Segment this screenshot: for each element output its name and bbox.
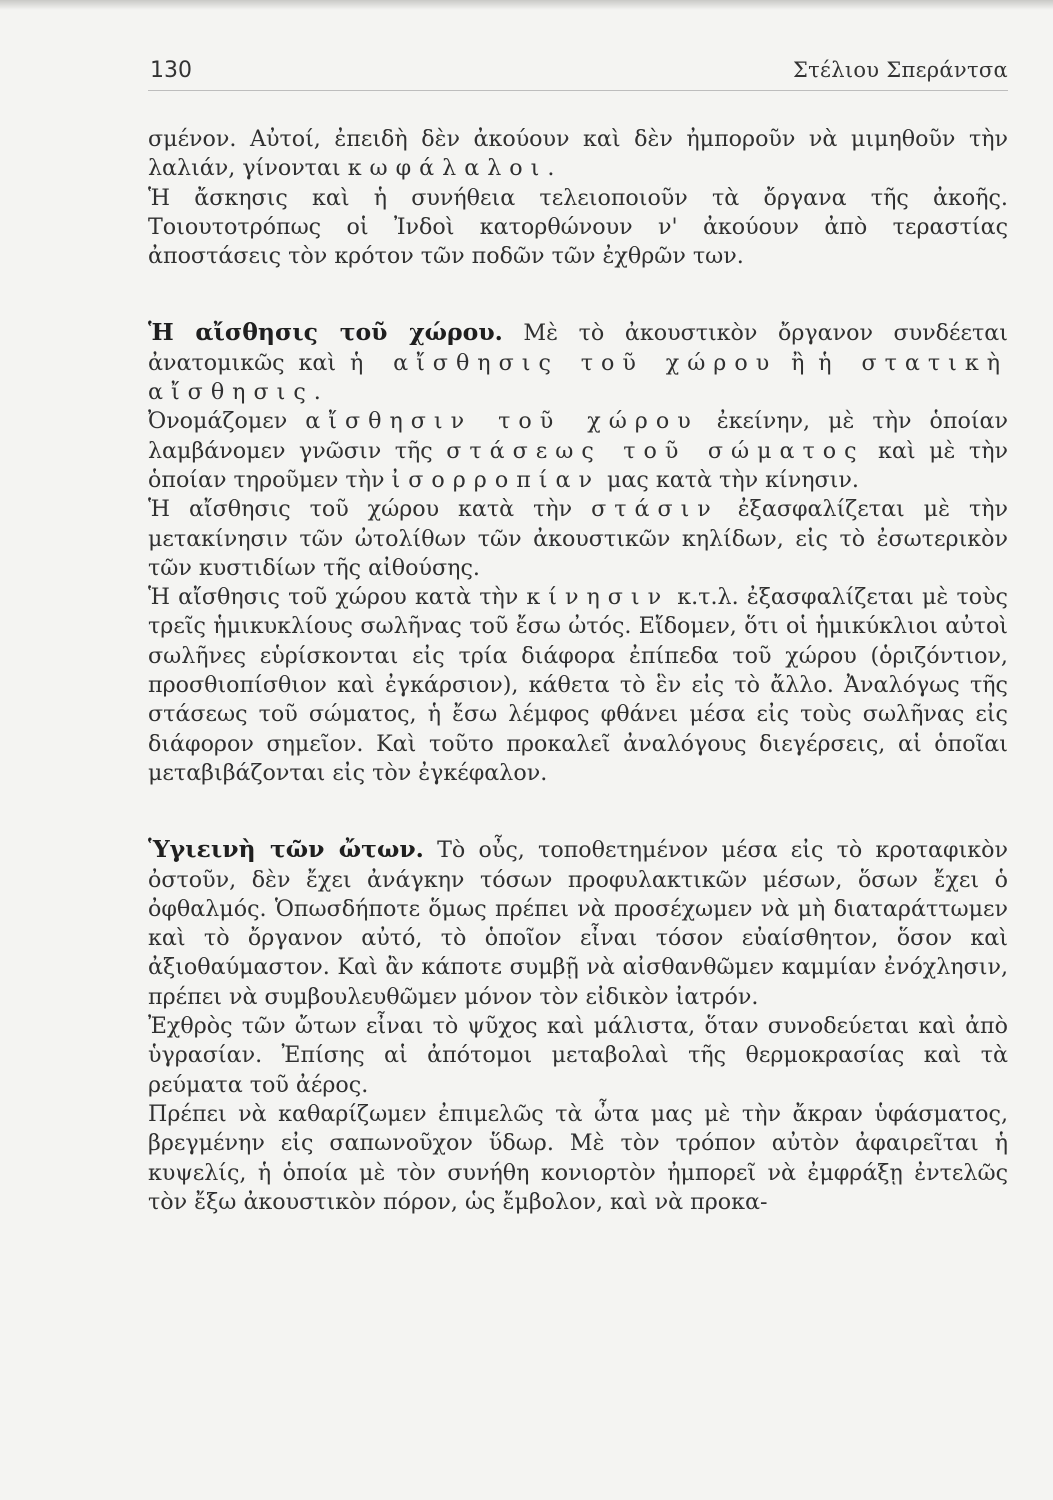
- section-ear-hygiene: [148, 835, 1008, 1217]
- paragraph-hygiene-1: [148, 835, 1008, 1012]
- text-run: .: [313, 379, 321, 406]
- paragraph-space-4: [148, 583, 1008, 788]
- paragraph-hygiene-2: [148, 1012, 1008, 1100]
- text-run: .: [547, 155, 555, 182]
- body-text: [148, 125, 1008, 1217]
- text-run: καὶ μὲ τὴν ὁποίαν τηροῦμεν τὴν: [148, 437, 1008, 493]
- paragraph-space-1: [148, 318, 1008, 407]
- book-page: [148, 48, 1008, 1488]
- spaced-term: στάσιν: [591, 496, 719, 523]
- spaced-term: στάσεως τοῦ σώματος: [446, 437, 865, 464]
- paragraph-space-2: [148, 407, 1008, 495]
- paragraph-intro-2: [148, 184, 1008, 272]
- spaced-term: ἡ στατικὴ αἴσθησις: [148, 349, 1009, 406]
- section-heading: Ὑγιεινὴ τῶν ὤτων.: [148, 835, 424, 864]
- text-run: Μὲ τὸ ἀκουστικὸν ὄργανον συνδέεται ἀνατομικῶς καὶ: [148, 320, 1008, 376]
- text-run: Ἐχθρὸς τῶν ὤτων εἶναι τὸ ψῦχος καὶ μάλιστα, ὅταν συνοδεύεται καὶ ἀπὸ ὑγρασίαν. Ἐπίσης αἱ ἀπότομοι μεταβολαὶ τῆς θερμοκρασίας καὶ τὰ ρεύματα τοῦ ἀέρος.: [148, 1013, 1008, 1098]
- spaced-term: κίνησιν: [526, 584, 670, 611]
- running-title: Στέλιου Σπεράντσα: [792, 58, 1008, 82]
- text-run: μας κατὰ τὴν κίνησιν.: [599, 466, 859, 493]
- text-run: ἐξασφαλίζεται μὲ τὴν μετακίνησιν τῶν ὠτολίθων τῶν ἀκουστικῶν κηλίδων, εἰς τὸ ἐσωτερικὸν τῶν κυστιδίων τῆς αἰθούσης.: [148, 496, 1008, 581]
- spaced-term: αἴσθησιν τοῦ χώρου: [305, 408, 699, 435]
- text-run: Ἡ ἄσκησις καὶ ἡ συνήθεια τελειοποιοῦν τὰ ὄργανα τῆς ἀκοῆς. Τοιουτοτρόπως οἱ Ἰνδοὶ κατορθώνουν ν' ἀκούουν ἀπὸ τεραστίας ἀποστάσεις τὸν κρότον τῶν ποδῶν τῶν ἐχθρῶν των.: [148, 184, 1008, 270]
- paragraph-intro-1: [148, 125, 1008, 184]
- text-run: ἢ: [777, 349, 819, 376]
- running-head: [148, 48, 1008, 91]
- scan-top-edge: [0, 0, 1053, 10]
- text-run: Τὸ οὖς, τοποθετημένον μέσα εἰς τὸ κροταφικὸν ὀστοῦν, δὲν ἔχει ἀνάγκην τόσων προφυλακτικῶν μέσων, ὅσων ἔχει ὁ ὀφθαλμός. Ὁπωσδήποτε ὅμως πρέπει νὰ προσέχωμεν νὰ μὴ διαταράττωμεν καὶ τὸ ὄργανον αὐτό, τὸ ὁποῖον εἶναι τόσον εὐαίσθητον, ὅσον καὶ ἀξιοθαύμαστον. Καὶ ἂν κάποτε συμβῇ νὰ αἰσθανθῶμεν καμμίαν ἐνόχλησιν, πρέπει νὰ συμβουλευθῶμεν μόνον τὸν εἰδικὸν ἰατρόν.: [148, 837, 1008, 1010]
- spaced-term: κωφάλαλοι: [347, 155, 548, 182]
- spaced-term: ἡ αἴσθησις τοῦ χώρου: [349, 349, 778, 376]
- text-run: Ἡ αἴσθησις τοῦ χώρου κατὰ τὴν: [148, 584, 527, 611]
- text-run: σμένον. Αὐτοί, ἐπειδὴ δὲν ἀκούουν καὶ δὲν ἠμποροῦν νὰ μιμηθοῦν τὴν λαλιάν, γίνονται: [148, 126, 1008, 182]
- spaced-term: ἰσορροπίαν: [391, 466, 600, 493]
- text-run: Πρέπει νὰ καθαρίζωμεν ἐπιμελῶς τὰ ὦτα μας μὲ τὴν ἄκραν ὑφάσματος, βρεγμένην εἰς σαπωνοῦχον ὕδωρ. Μὲ τὸν τρόπον αὐτὸν ἀφαιρεῖται ἡ κυψελίς, ἡ ὁποία μὲ τὸν συνήθη κονιορτὸν ἠμπορεῖ νὰ ἐμφράξῃ ἐντελῶς τὸν ἔξω ἀκουστικὸν πόρον, ὡς ἔμβολον, καὶ νὰ προκα-: [148, 1100, 1008, 1215]
- text-run: Ἡ αἴσθησις τοῦ χώρου κατὰ τὴν: [148, 496, 592, 523]
- paragraph-hygiene-3: [148, 1100, 1008, 1217]
- page-number: 130: [150, 58, 192, 83]
- text-run: ἐκείνην, μὲ τὴν ὁποίαν λαμβάνομεν γνῶσιν τῆς: [148, 408, 1008, 464]
- text-run: Ὀνομάζομεν: [148, 408, 306, 435]
- section-heading: Ἡ αἴσθησις τοῦ χώρου.: [148, 318, 503, 347]
- paragraph-space-3: [148, 495, 1008, 583]
- section-space-sense: [148, 318, 1008, 788]
- text-run: κ.τ.λ. ἐξασφαλίζεται μὲ τοὺς τρεῖς ἡμικυκλίους σωλῆνας τοῦ ἔσω ὠτός. Εἴδομεν, ὅτι οἱ ἡμικύκλιοι αὐτοὶ σωλῆνες εὑρίσκονται εἰς τρία διάφορα ἐπίπεδα τοῦ χώρου (ὁριζόντιον, προσθιοπίσθιον καὶ ἐγκάρσιον), κάθετα τὸ ἓν εἰς τὸ ἄλλο. Ἀναλόγως τῆς στάσεως τοῦ σώματος, ἡ ἔσω λέμφος φθάνει μέσα εἰς τοὺς σωλῆνας εἰς διάφορον σημεῖον. Καὶ τοῦτο προκαλεῖ ἀναλόγους διεγέρσεις, αἱ ὁποῖαι μεταβιβάζονται εἰς τὸν ἐγκέφαλον.: [148, 584, 1008, 786]
